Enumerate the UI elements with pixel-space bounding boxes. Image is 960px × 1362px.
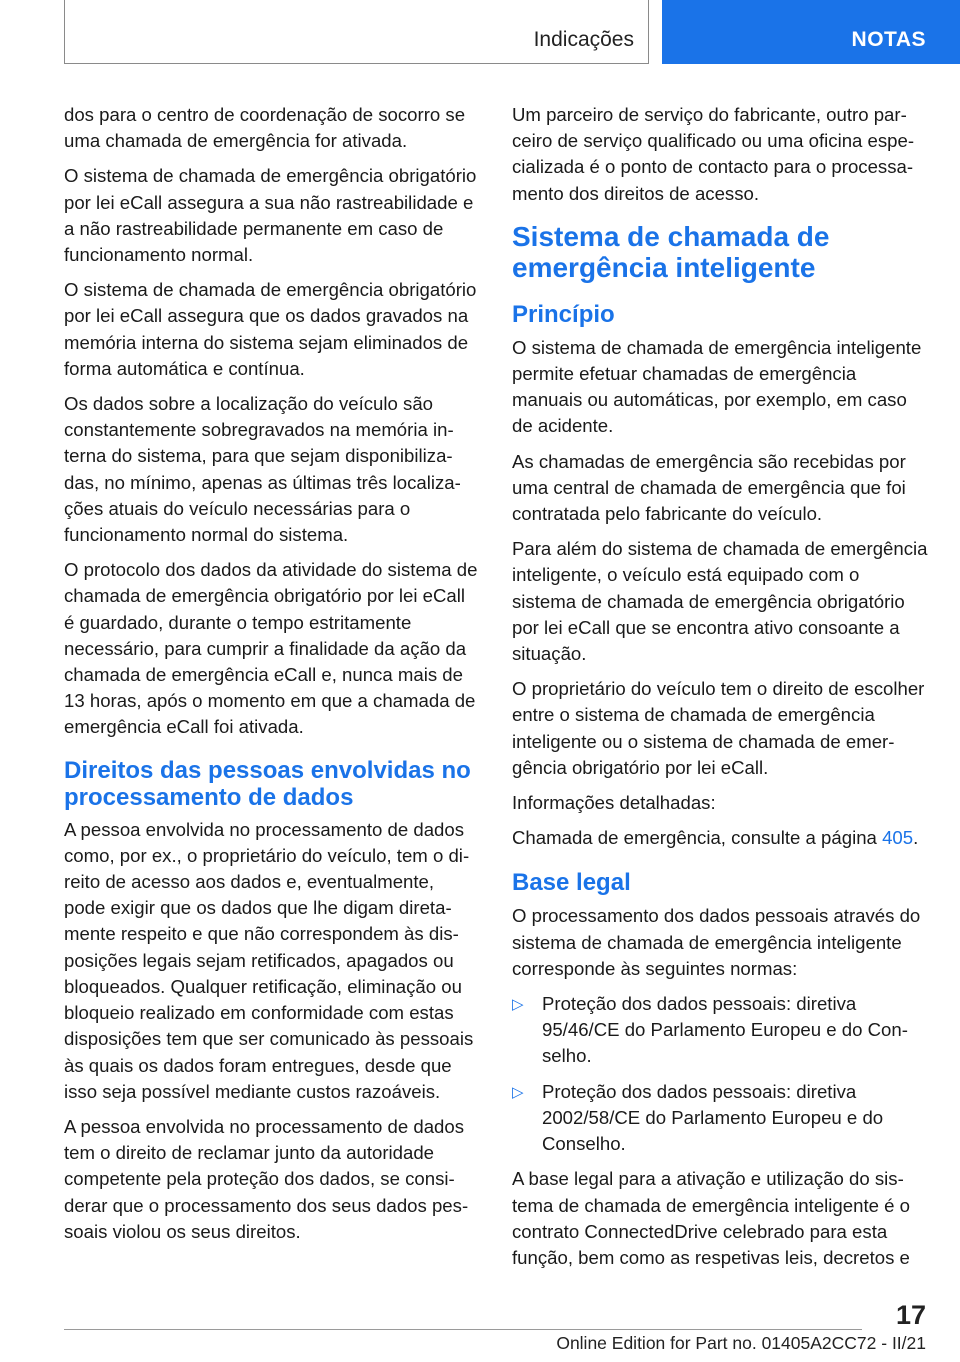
paragraph: As chamadas de emergência são recebidas por uma central de chamada de emergência que foi contratada pelo fabricante do veículo.: [512, 450, 906, 525]
paragraph: O sistema de chamada de emergência inteligente permite efetuar chamadas de emergência manuais ou automáticas, por exemplo, em caso de acidente.: [512, 336, 922, 437]
paragraph: Os dados sobre a localização do veículo são constantemente sobregravados na memória interna do sistema, para que sejam disponibilizadas, no mínimo, apenas as últimas três localizações atuais do veículo necessárias para o funcionamento normal do sistema.: [64, 393, 461, 546]
paragraph-crossref: [512, 825, 928, 851]
paragraph: A pessoa envolvida no processamento de dados tem o direito de reclamar junto da autoridade competente pela proteção dos dados, se considerar que o processamento dos seus dados pessoais violou os seus direitos.: [64, 1115, 469, 1242]
triangle-bullet-icon: ▷: [512, 996, 524, 1014]
page-number: 17: [895, 1300, 926, 1330]
paragraph: Para além do sistema de chamada de emergência inteligente, o veículo está equipado com o sistema de chamada de emergência obrigatório por lei eCall que se encontra ativo consoante a situação.: [512, 538, 928, 665]
heading-legal-basis: Base legal: [512, 869, 631, 897]
header-section-title: Indicações: [533, 28, 634, 51]
left-column: [64, 102, 480, 1254]
footer-divider: [64, 1329, 862, 1330]
footer-edition: Online Edition for Part no. 01405A2CC72 - II/21: [556, 1333, 926, 1353]
paragraph: O processamento dos dados pessoais através do sistema de chamada de emergência inteligente corresponde às seguintes normas:: [512, 905, 921, 979]
header-chapter-tab[interactable]: [662, 0, 960, 64]
paragraph: A base legal para a ativação e utilização do sistema de chamada de emergência inteligente é o contrato ConnectedDrive celebrado para esta função, bem como as respetivas leis, decretos e: [512, 1168, 910, 1268]
right-column: [512, 102, 928, 1280]
paragraph: O proprietário do veículo tem o direito de escolher entre o sistema de chamada de emergência inteligente ou o sistema de chamada de emergência obrigatório por lei eCall.: [512, 678, 925, 778]
list-item-text: Proteção dos dados pessoais: diretiva 95/46/CE do Parlamento Europeu e do Conselho.: [542, 993, 908, 1067]
heading-principle: Princípio: [512, 300, 615, 328]
heading-smart-emergency-call: Sistema de chamada de emergência inteligente: [512, 220, 830, 283]
heading-rights: Direitos das pessoas envolvidas no processamento de dados: [64, 756, 471, 811]
paragraph: A pessoa envolvida no processamento de dados como, por ex., o proprietário do veículo, tem o direito de acesso aos dados e, eventualmente, pode exigir que os dados que lhe digam diretamente respeito e que não correspondem às disposições legais sejam retificados, apagados ou bloqueados. Qualquer retificação, eliminação ou bloqueio realizado em conformidade com estas disposições tem que ser comunicado às pessoais às quais os dados foram entregues, desde que isso seja possível mediante custos razoáveis.: [64, 818, 474, 1102]
paragraph: Um parceiro de serviço do fabricante, outro parceiro de serviço qualificado ou uma oficina especializada é o ponto de contacto para o processamento dos direitos de acesso.: [512, 104, 915, 204]
list-item-text: Proteção dos dados pessoais: diretiva 2002/58/CE do Parlamento Europeu e do Conselho.: [542, 1080, 884, 1155]
paragraph: O sistema de chamada de emergência obrigatório por lei eCall assegura a sua não rastreabilidade e a não rastreabilidade permanente em caso de funcionamento normal.: [64, 165, 477, 266]
paragraph: dos para o centro de coordenação de socorro se uma chamada de emergência for ativada.: [64, 104, 466, 152]
paragraph: O protocolo dos dados da atividade do sistema de chamada de emergência obrigatório por lei eCall é guardado, durante o tempo estritamente necessário, para cumprir a finalidade da ação da chamada de emergência eCall e, nunca mais de 13 horas, após o momento em que a chamada de emergência eCall foi ativada.: [64, 559, 478, 738]
header-section-box: [64, 0, 649, 64]
legal-list: [512, 991, 928, 1157]
page-link-405[interactable]: 405: [882, 827, 914, 849]
list-item: [512, 1079, 928, 1158]
header-chapter-label: NOTAS: [851, 28, 926, 51]
crossref-text: Chamada de emergência, consulte a página: [512, 827, 883, 849]
list-item: [512, 991, 928, 1070]
triangle-bullet-icon: ▷: [512, 1083, 524, 1101]
crossref-end: .: [913, 827, 919, 849]
paragraph: O sistema de chamada de emergência obrigatório por lei eCall assegura que os dados gravados na memória interna do sistema sejam eliminados de forma automática e contínua.: [64, 279, 477, 379]
paragraph: Informações detalhadas:: [512, 792, 716, 814]
